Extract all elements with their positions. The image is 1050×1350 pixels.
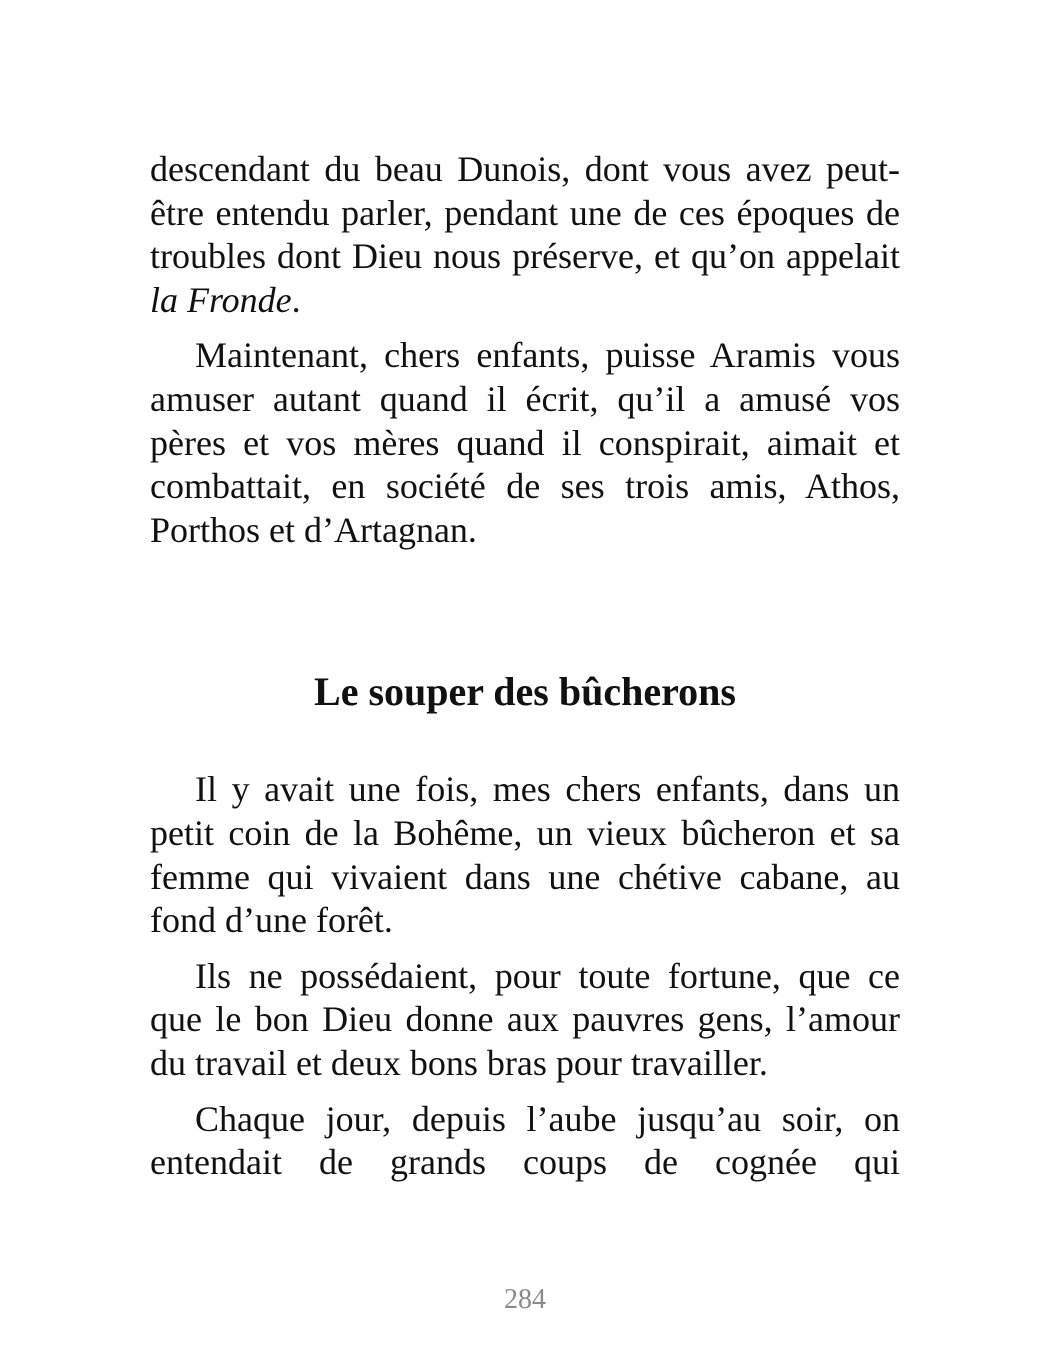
chapter-paragraph-3: Chaque jour, depuis l’aube jusqu’au soir, on entendait de grands coups de cognée qui: [150, 1098, 900, 1183]
paragraph-text: descendant du beau Dunois, dont vous avez peut-être entendu parler, pendant une de ces époques de troubles dont Dieu nous préserve, et qu’on appelait: [150, 149, 900, 277]
italic-title: la Fronde: [150, 279, 292, 320]
chapter-title: Le souper des bûcherons: [314, 669, 736, 715]
chapter-paragraph-1: Il y avait une fois, mes chers enfants, dans un petit coin de la Bohême, un vieux bûcheron et sa femme qui vivaient dans une chétive cabane, au fond d’une forêt.: [150, 769, 900, 941]
paragraph-end: .: [291, 279, 301, 320]
page-number: 284: [504, 1284, 546, 1315]
page-body: [150, 148, 900, 1197]
paragraph-closing: Maintenant, chers enfants, puisse Aramis vous amuser autant quand il écrit, qu’il a amusé vos pères et vos mères quand il conspirait, aimait et combattait, en société de ses trois amis, Athos, Porthos et d’Artagnan.: [150, 335, 900, 550]
paragraph-continuation: [150, 148, 900, 322]
chapter-paragraph-2: Ils ne possédaient, pour toute fortune, que ce que le bon Dieu donne aux pauvres gens, l’amour du travail et deux bons bras pour travailler.: [150, 955, 900, 1083]
